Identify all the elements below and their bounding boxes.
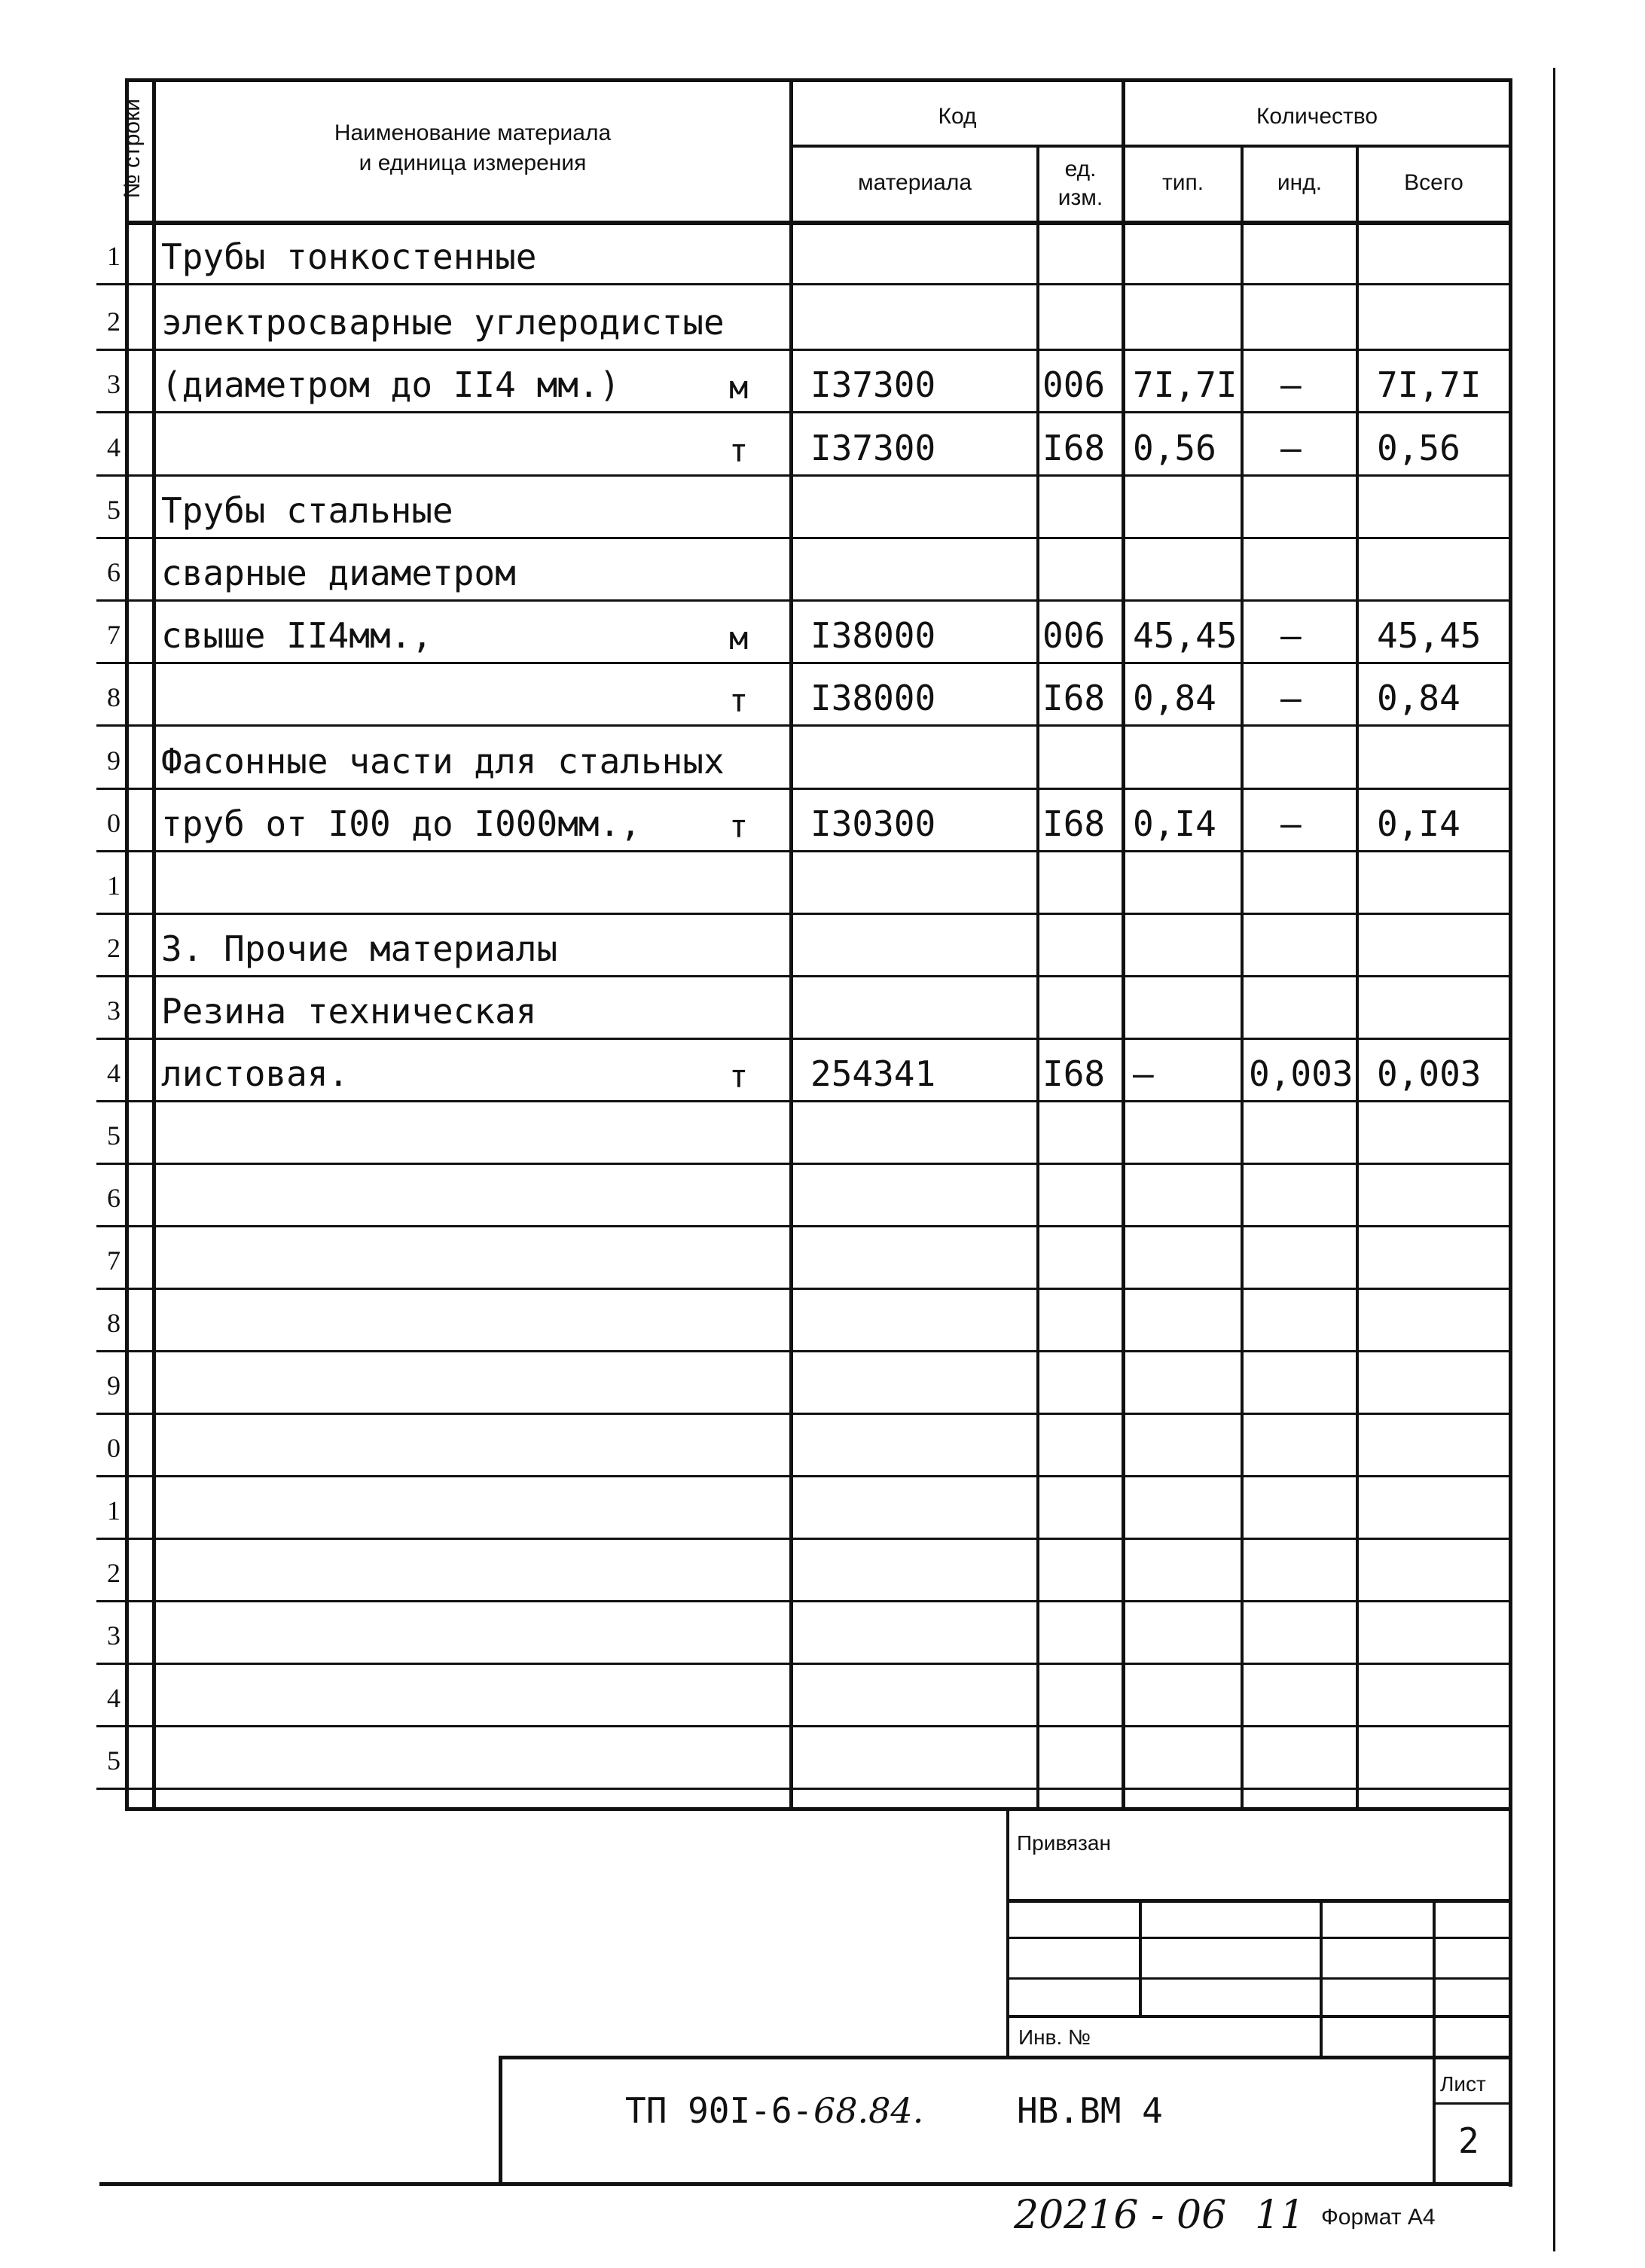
row-number: 9 — [107, 745, 121, 776]
row-number-tick — [96, 1788, 127, 1790]
uom-code: I68 — [1042, 803, 1106, 844]
row-number-tick — [96, 283, 127, 285]
row-divider — [125, 1100, 1511, 1102]
row-number-tick — [96, 474, 127, 477]
unit-of-measure: т — [729, 682, 749, 719]
row-number-tick — [96, 1725, 127, 1727]
row-number-tick — [96, 1538, 127, 1540]
bound-label: Привязан — [1017, 1831, 1111, 1855]
uom-code: I68 — [1042, 678, 1106, 718]
row-divider — [125, 913, 1511, 915]
qty-ind: – — [1280, 678, 1302, 718]
row-number-tick — [96, 662, 127, 664]
row-number-tick — [96, 1100, 127, 1102]
row-number: 7 — [107, 620, 121, 650]
row-number-tick — [96, 1163, 127, 1165]
col-line-typ — [1241, 145, 1244, 1810]
table-right-border — [1509, 78, 1512, 2187]
row-divider — [125, 1350, 1511, 1352]
row-number-tick — [96, 1413, 127, 1415]
row-divider — [125, 1788, 1511, 1790]
material-code: I38000 — [810, 615, 936, 656]
total-header: Всего — [1404, 170, 1463, 195]
material-name: 3. Прочие материалы — [161, 928, 558, 969]
row-number: 8 — [107, 1308, 121, 1338]
qty-total: 45,45 — [1377, 615, 1482, 656]
qty-typ: 45,45 — [1133, 615, 1238, 656]
row-number: 7 — [107, 1245, 121, 1276]
row-divider — [125, 662, 1511, 664]
material-name: Резина техническая — [161, 991, 537, 1032]
row-number: 5 — [107, 1745, 121, 1776]
table-bottom-border — [125, 1807, 1511, 1811]
row-number-tick — [96, 788, 127, 790]
unit-of-measure: т — [729, 1058, 749, 1095]
document-code: ТП 90I-6- — [625, 2090, 813, 2131]
row-number-header: № строки — [119, 99, 145, 199]
uom-code: I68 — [1042, 428, 1106, 468]
name-header-line2: и единица измерения — [359, 151, 587, 175]
qty-total: 0,003 — [1377, 1053, 1482, 1094]
row-divider — [125, 411, 1511, 413]
handwritten-number: 20216 - 06 — [1014, 2193, 1227, 2238]
qty-typ: – — [1133, 1053, 1154, 1094]
stamp-vline-3 — [1433, 1899, 1436, 2185]
row-number-tick — [96, 349, 127, 351]
material-code: 254341 — [810, 1053, 936, 1094]
col-line-code — [789, 78, 793, 1810]
row-divider — [125, 975, 1511, 977]
col-line-qty — [1122, 78, 1125, 1810]
inv-label: Инв. № — [1018, 2026, 1091, 2049]
page-right-edge — [1553, 68, 1555, 2251]
row-number: 6 — [107, 1183, 121, 1213]
stamp-vline-2 — [1320, 1899, 1323, 2059]
material-code: I37300 — [810, 364, 936, 405]
row-divider — [125, 788, 1511, 790]
quantity-header: Количество — [1256, 104, 1378, 129]
qty-typ: 0,I4 — [1133, 803, 1216, 844]
row-number: 0 — [107, 808, 121, 838]
row-divider — [125, 724, 1511, 727]
ind-header: инд. — [1277, 170, 1323, 195]
material-name: Фасонные части для стальных — [161, 741, 725, 782]
row-divider — [125, 1600, 1511, 1602]
sheet-label: Лист — [1440, 2072, 1486, 2096]
row-divider — [125, 1413, 1511, 1415]
name-header-line1: Наименование материала — [334, 120, 612, 145]
row-number-tick — [96, 1475, 127, 1477]
col-line-ind — [1356, 145, 1359, 1810]
row-divider — [125, 537, 1511, 539]
row-divider — [125, 283, 1511, 285]
row-number: 3 — [107, 995, 121, 1026]
uom-header-line1: ед. — [1064, 157, 1097, 181]
row-divider — [125, 599, 1511, 602]
table-top-border — [125, 78, 1511, 82]
row-number-tick — [96, 1600, 127, 1602]
row-number: 8 — [107, 682, 121, 712]
row-number: 4 — [107, 1683, 121, 1713]
handwritten-number-2: 11 — [1255, 2193, 1305, 2238]
material-name: сварные диаметром — [161, 553, 516, 593]
row-divider — [125, 1225, 1511, 1227]
typ-header: тип. — [1161, 170, 1204, 195]
qty-total: 0,84 — [1377, 678, 1460, 718]
row-number-tick — [96, 850, 127, 852]
qty-ind: – — [1280, 428, 1302, 468]
material-name: (диаметром до II4 мм.) — [161, 364, 621, 405]
material-name: Трубы тонкостенные — [161, 236, 537, 277]
row-number: 1 — [107, 870, 121, 901]
unit-of-measure: т — [729, 808, 749, 845]
row-number-tick — [96, 1225, 127, 1227]
material-name: труб от I00 до I000мм., — [161, 803, 641, 844]
row-divider — [125, 1538, 1511, 1540]
row-divider — [125, 850, 1511, 852]
row-number-tick — [96, 913, 127, 915]
qty-total: 7I,7I — [1377, 364, 1482, 405]
unit-of-measure: м — [729, 620, 749, 657]
row-number-tick — [96, 537, 127, 539]
table-left-border — [125, 78, 129, 1810]
row-number: 2 — [107, 1558, 121, 1588]
row-number-tick — [96, 411, 127, 413]
row-number: 4 — [107, 432, 121, 462]
qty-total: 0,56 — [1377, 428, 1460, 468]
stamp-vline-1 — [1139, 1899, 1142, 2017]
row-number: 2 — [107, 306, 121, 337]
document-code-handwritten: 68.84. — [813, 2090, 924, 2131]
qty-typ: 0,56 — [1133, 428, 1216, 468]
material-name: листовая. — [161, 1053, 349, 1094]
material-header: материала — [857, 170, 972, 195]
row-number: 4 — [107, 1058, 121, 1088]
title-block-top — [499, 2056, 1511, 2059]
material-name: свыше II4мм., — [161, 615, 433, 656]
row-number: 6 — [107, 557, 121, 587]
row-number: 9 — [107, 1370, 121, 1401]
stamp-left-line — [1006, 1810, 1009, 2059]
col-line-name — [152, 78, 156, 1810]
row-number: 2 — [107, 933, 121, 963]
uom-code: I68 — [1042, 1053, 1106, 1094]
title-block-left — [499, 2056, 502, 2185]
document-mark: НВ.ВМ 4 — [1017, 2090, 1163, 2131]
code-header: Код — [938, 104, 977, 129]
row-number: 1 — [107, 1495, 121, 1526]
row-divider — [125, 474, 1511, 477]
material-code: I38000 — [810, 678, 936, 718]
row-number: 5 — [107, 1120, 121, 1151]
row-divider — [125, 1663, 1511, 1665]
row-number-tick — [96, 975, 127, 977]
row-number-tick — [96, 1350, 127, 1352]
qty-ind: – — [1280, 803, 1302, 844]
qty-ind: – — [1280, 615, 1302, 656]
qty-ind: 0,003 — [1249, 1053, 1354, 1094]
unit-of-measure: м — [729, 369, 749, 406]
row-number-tick — [96, 724, 127, 727]
row-divider — [125, 1725, 1511, 1727]
material-code: I30300 — [810, 803, 936, 844]
col-line-uom — [1036, 145, 1039, 1810]
header-mid-line — [789, 145, 1511, 148]
material-name: электросварные углеродистые — [161, 302, 725, 343]
row-divider — [125, 1163, 1511, 1165]
uom-code: 006 — [1042, 364, 1106, 405]
row-divider — [125, 349, 1511, 351]
unit-of-measure: т — [729, 432, 749, 469]
sheet-label-line — [1433, 2102, 1511, 2105]
row-number: 1 — [107, 241, 121, 271]
qty-typ: 0,84 — [1133, 678, 1216, 718]
row-number: 3 — [107, 369, 121, 399]
title-block-bottom — [99, 2182, 1511, 2186]
header-bottom-line — [125, 221, 1511, 225]
row-number-tick — [96, 1038, 127, 1040]
material-name: Трубы стальные — [161, 490, 453, 531]
row-number: 5 — [107, 495, 121, 525]
qty-typ: 7I,7I — [1133, 364, 1238, 405]
row-number: 3 — [107, 1620, 121, 1651]
row-number-tick — [96, 1288, 127, 1290]
qty-ind: – — [1280, 364, 1302, 405]
uom-code: 006 — [1042, 615, 1106, 656]
row-number-tick — [96, 1663, 127, 1665]
row-number: 0 — [107, 1433, 121, 1463]
material-code: I37300 — [810, 428, 936, 468]
row-number-tick — [96, 599, 127, 602]
uom-header-line2: изм. — [1058, 185, 1103, 210]
format-label: Формат А4 — [1321, 2205, 1436, 2230]
row-divider — [125, 1475, 1511, 1477]
qty-total: 0,I4 — [1377, 803, 1460, 844]
row-divider — [125, 1038, 1511, 1040]
sheet-number: 2 — [1458, 2120, 1479, 2161]
row-divider — [125, 1288, 1511, 1290]
